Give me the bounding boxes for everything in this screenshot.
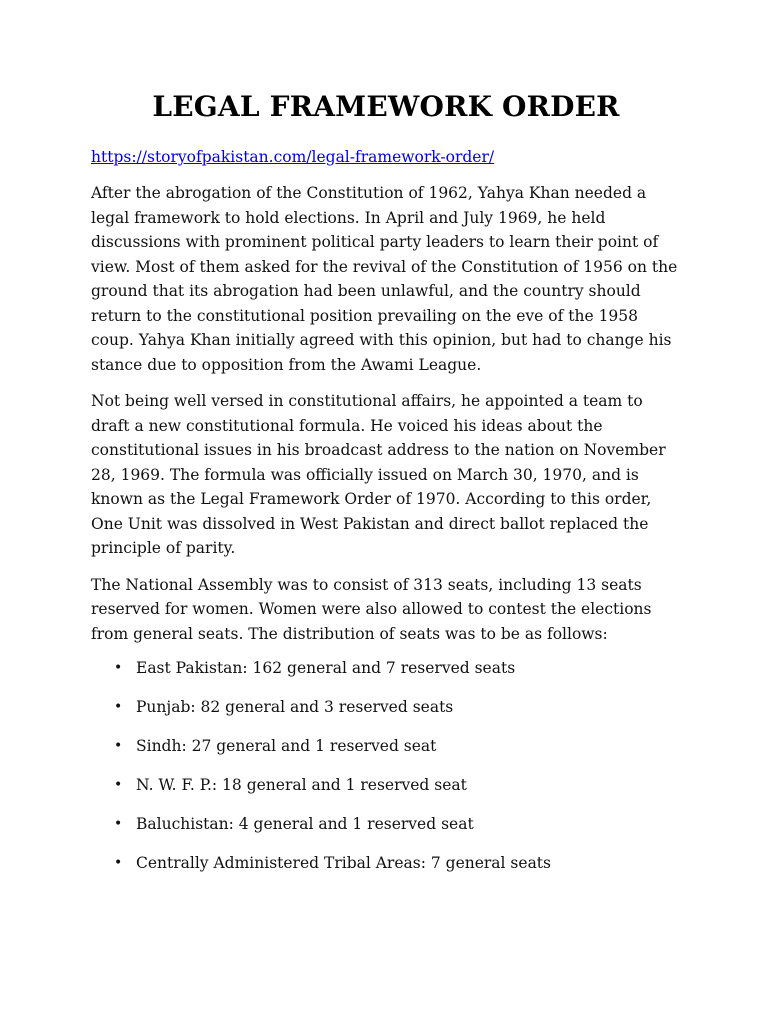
list-item-baluchistan (91, 814, 681, 834)
paragraph-national-assembly: The National Assembly was to consist of 313 seats, including 13 seats reserved for women. Women were also allowed to contest the elections from general seats. The distribution of seats was to be as follows: (91, 575, 652, 643)
seat-distribution-list (91, 658, 681, 873)
document-page (91, 90, 681, 892)
bullet-icon: • (114, 660, 123, 676)
list-item-nwfp (91, 775, 681, 795)
bullet-icon: • (114, 738, 123, 754)
list-item-text: Baluchistan: 4 general and 1 reserved seat (136, 815, 474, 833)
bullet-icon: • (114, 816, 123, 832)
list-item-text: Centrally Administered Tribal Areas: 7 general seats (136, 854, 551, 872)
bullet-icon: • (114, 855, 123, 871)
bullet-icon: • (114, 777, 123, 793)
source-link[interactable]: https://storyofpakistan.com/legal-framework-order/ (91, 148, 495, 166)
document-title: LEGAL FRAMEWORK ORDER (152, 90, 620, 123)
list-item-text: East Pakistan: 162 general and 7 reserved seats (136, 659, 516, 677)
list-item-text: Sindh: 27 general and 1 reserved seat (136, 737, 437, 755)
list-item-text: N. W. F. P.: 18 general and 1 reserved seat (136, 776, 467, 794)
list-item-punjab (91, 697, 681, 717)
paragraph-formula: Not being well versed in constitutional affairs, he appointed a team to draft a new constitutional formula. He voiced his ideas about the constitutional issues in his broadcast address to the nation on November 28, 1969. The formula was officially issued on March 30, 1970, and is known as the Legal Framework Order of 1970. According to this order, One Unit was dissolved in West Pakistan and direct ballot replaced the principle of parity. (91, 392, 666, 557)
paragraph-abrogation: After the abrogation of the Constitution of 1962, Yahya Khan needed a legal framework to hold elections. In April and July 1969, he held discussions with prominent political party leaders to learn their point of view. Most of them asked for the revival of the Constitution of 1956 on the ground that its abrogation had been unlawful, and the country should return to the constitutional position prevailing on the eve of the 1958 coup. Yahya Khan initially agreed with this opinion, but had to change his stance due to opposition from the Awami League. (91, 184, 678, 374)
list-item-tribal-areas (91, 853, 681, 873)
list-item-sindh (91, 736, 681, 756)
list-item-text: Punjab: 82 general and 3 reserved seats (136, 698, 454, 716)
bullet-icon: • (114, 699, 123, 715)
list-item-east-pakistan (91, 658, 681, 678)
